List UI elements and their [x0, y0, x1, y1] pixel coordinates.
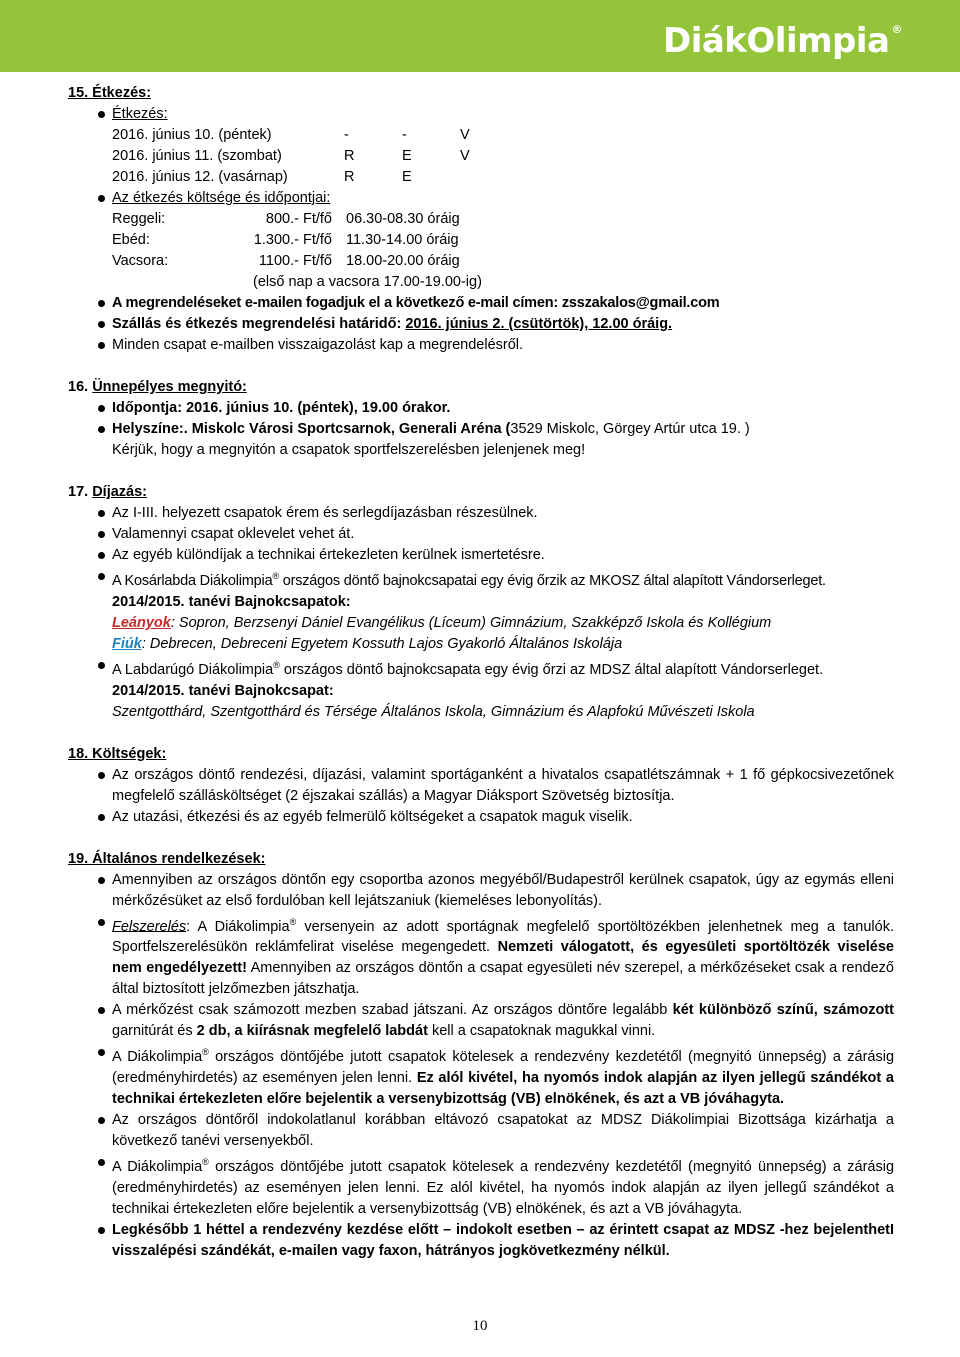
logo-mark: ®: [891, 23, 902, 36]
meal-row: Ebéd: 1.300.- Ft/fő 11.30-14.00 óráig: [112, 232, 459, 248]
header-banner: [0, 0, 960, 72]
bullet: Szállás és étkezés megrendelési határidő: 2016. június 2. (csütörtök), 12.00 óráig.: [68, 314, 894, 335]
day-row: 2016. június 11. (szombat) R E V: [112, 148, 470, 164]
day-row: 2016. június 12. (vasárnap) R E: [112, 169, 412, 185]
document-body: [68, 83, 894, 1262]
bullet: Az országos döntőről indokolatlanul korábban eltávozó csapatokat az MDSZ Diákolimpiai Bizottsága kizárhatja a következő tanévi versenyekből.: [68, 1110, 894, 1152]
bullet: Étkezés:: [68, 104, 894, 125]
page-number: 10: [472, 1318, 488, 1334]
football-champion: Szentgotthárd, Szentgotthárd és Térsége Általános Iskola, Gimnázium és Alapfokú Művészeti Iskola: [112, 703, 755, 720]
bullet: Az I-III. helyezett csapatok érem és serlegdíjazásban részesülnek.: [68, 503, 894, 524]
section-15-title: 15. Étkezés:: [68, 85, 152, 101]
bullet: Valamennyi csapat oklevelet vehet át.: [68, 524, 894, 545]
day-row: 2016. június 10. (péntek) - - V: [112, 127, 470, 143]
bullet: Az országos döntő rendezési, díjazási, valamint sportáganként a hivatalos csapatlétszámnak + 1 fő gépkocsivezetőnek megfelelő szállásköltséget (2 éjszakai szállás) a Magyar Diáksport Szövetség biztosítja.: [68, 765, 894, 807]
note: Kérjük, hogy a megnyitón a csapatok sportfelszerelésben jelenjenek meg!: [112, 442, 586, 458]
girls-champion: Leányok: Sopron, Berzsenyi Dániel Evangélikus (Líceum) Gimnázium, Szakképző Iskola és Kollégium: [112, 614, 772, 631]
bullet: A Labdarúgó Diákolimpia® országos döntő bajnokcsapata egy évig őrzi az MDSZ által alapított Vándorserleget.: [68, 655, 894, 681]
bullet: A Kosárlabda Diákolimpia® országos döntő bajnokcsapatai egy évig őrzik az MKOSZ által alapított Vándorserleget.: [68, 566, 894, 592]
meal-row: Vacsora: 1100.- Ft/fő 18.00-20.00 óráig: [112, 253, 460, 269]
football-champion-heading: 2014/2015. tanévi Bajnokcsapat:: [112, 682, 334, 699]
section-16-title: 16. Ünnepélyes megnyitó:: [68, 379, 247, 395]
diakolimpia-logo: [662, 21, 902, 61]
champions-heading: 2014/2015. tanévi Bajnokcsapatok:: [112, 593, 351, 610]
section-17-title: 17. Díjazás:: [68, 484, 147, 500]
bullet: Legkésőbb 1 héttel a rendezvény kezdése előtt – indokolt esetben – az érintett csapat az MDSZ -hez bejelenthetI visszalépési szándékát, e-mailen vagy faxon, hátrányos jogkövetkezmény nélkül.: [68, 1220, 894, 1262]
bullet: Minden csapat e-mailben visszaigazolást kap a megrendelésről.: [68, 335, 894, 356]
meal-prices: [68, 209, 894, 293]
meal-row: (első nap a vacsora 17.00-19.00-ig): [253, 274, 482, 290]
section-19-title: 19. Általános rendelkezések:: [68, 850, 266, 867]
section-18-title: 18. Költségek:: [68, 745, 167, 762]
logo-text: DiákOlimpia: [662, 21, 890, 61]
bullet: Az egyéb különdíjak a technikai értekezleten kerülnek ismertetésre.: [68, 545, 894, 566]
bullet: A mérkőzést csak számozott mezben szabad játszani. Az országos döntőre legalább két különböző színű, számozott garnitúrát és 2 db, a kiírásnak megfelelő labdát kell a csapatoknak magukkal vinni.: [68, 1000, 894, 1042]
bullet: Az étkezés költsége és időpontjai:: [68, 188, 894, 209]
boys-champion: Fiúk: Debrecen, Debreceni Egyetem Kossuth Lajos Gyakorló Általános Iskolája: [112, 635, 623, 652]
bullet: Időpontja: 2016. június 10. (péntek), 19.00 órakor.: [68, 398, 894, 419]
bullet: Helyszíne:. Miskolc Városi Sportcsarnok, Generali Aréna (3529 Miskolc, Görgey Artúr utca 19. ): [68, 419, 894, 440]
meal-row: Reggeli: 800.- Ft/fő 06.30-08.30 óráig: [112, 211, 460, 227]
bullet: Amennyiben az országos döntőn egy csoportba azonos megyéből/Budapestről kerülnek csapatok, úgy az egymás elleni mérkőzésüket az első fordulóban kell lejátszaniuk (kiemeléses lebonyolítás).: [68, 870, 894, 912]
meal-days: [68, 125, 894, 188]
bullet: A megrendeléseket e-mailen fogadjuk el a következő e-mail címen: zsszakalos@gmail.com: [68, 293, 894, 314]
bullet: Az utazási, étkezési és az egyéb felmerülő költségeket a csapatok maguk viselik.: [68, 807, 894, 828]
bullet: A Diákolimpia® országos döntőjébe jutott csapatok kötelesek a rendezvény kezdetétől (megnyitó ünnepség) a zárásig (eredményhirdetés) az eseményen jelen lenni. Ez alól kivétel, ha nyomós indok alapján az ilyen jellegű szándékot a technikai értekezleten előre bejelentik a versenybizottság (VB) elnökének, és azt a VB jóváhagyta.: [68, 1042, 894, 1110]
bullet: Felszerelés: A Diákolimpia® versenyein az adott sportágnak megfelelő sportöltözékben jelenhetnek meg a tanulók. Sportfelszerelésükön reklámfelirat viselése megengedett. Nemzeti válogatott, és egyesületi sportöltözék viselése nem engedélyezett! Amennyiben az országos döntőn a csapat egyesületi név szerepel, a mérkőzéseket csak a rendező által biztosított jelzőmezben játszhatja.: [68, 912, 894, 1001]
bullet: A Diákolimpia® országos döntőjébe jutott csapatok kötelesek a rendezvény kezdetétől (megnyitó ünnepség) a zárásig (eredményhirdetés) az eseményen jelen lenni. Ez alól kivétel, ha nyomós indok alapján az ilyen jellegű szándékot a technikai értekezleten előre bejelentik a versenybizottság (VB) elnökének, és azt a VB jóváhagyta.: [68, 1152, 894, 1220]
